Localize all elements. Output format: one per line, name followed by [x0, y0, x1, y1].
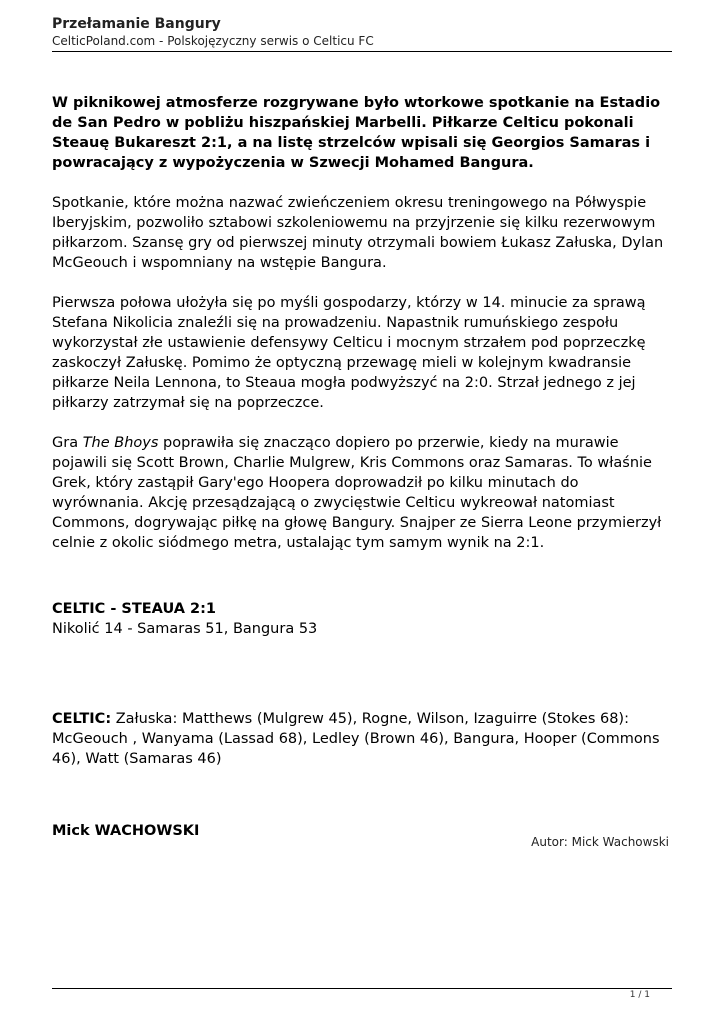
article-body	[52, 93, 672, 841]
footer-divider	[52, 988, 672, 989]
page-header	[52, 16, 672, 49]
author-signature: Mick WACHOWSKI	[52, 823, 200, 839]
site-subtitle: CelticPoland.com - Polskojęzyczny serwis o Celticu FC	[52, 34, 374, 48]
paragraph-3-start: Gra	[52, 435, 83, 451]
lineup	[52, 709, 672, 769]
header-divider	[52, 51, 672, 52]
paragraph-2: Pierwsza połowa ułożyła się po myśli gospodarzy, którzy w 14. minucie za sprawą Stefana Nikolicia znaleźli się na prowadzeniu. Napastnik rumuńskiego zespołu wykorzystał złe ustawienie defensywy Celticu i mocnym strzałem pod poprzeczkę zaskoczył Załuskę. Pomimo że optyczną przewagę mieli w kolejnym kwadransie piłkarze Neila Lennona, to Steaua mogła podwyższyć na 2:0. Strzał jednego z jej piłkarzy zatrzymał się na poprzeczce.	[52, 295, 646, 411]
paragraph-3-rest: poprawiła się znacząco dopiero po przerwie, kiedy na murawie pojawili się Scott Brown, Charlie Mulgrew, Kris Commons oraz Samaras. To właśnie Grek, który zastąpił Gary'ego Hoopera doprowadził po kilku minutach do wyrównania. Akcję przesądzającą o zwycięstwie Celticu wykreował natomiast Commons, dogrywając piłkę na głowę Bangury. Snajper ze Sierra Leone przymierzył celnie z okolic siódmego metra, ustalając tym samym wynik na 2:1.	[52, 435, 662, 551]
article-lead: W piknikowej atmosferze rozgrywane było wtorkowe spotkanie na Estadio de San Pedro w pobliżu hiszpańskiej Marbelli. Piłkarze Celticu pokonali Steauę Bukareszt 2:1, a na listę strzelców wpisali się Georgios Samaras i powracający z wypożyczenia w Szwecji Mohamed Bangura.	[52, 95, 661, 171]
match-result	[52, 599, 672, 639]
article-title: Przełamanie Bangury	[52, 16, 221, 32]
lineup-players: Załuska: Matthews (Mulgrew 45), Rogne, Wilson, Izaguirre (Stokes 68): McGeouch , Wanyama (Lassad 68), Ledley (Brown 46), Bangura, Hooper (Commons 46), Watt (Samaras 46)	[52, 711, 660, 767]
lineup-label: CELTIC:	[52, 711, 112, 727]
author-credit: Autor: Mick Wachowski	[531, 835, 669, 849]
page-number: 1 / 1	[629, 990, 650, 1000]
goal-scorers: Nikolić 14 - Samaras 51, Bangura 53	[52, 621, 318, 637]
team-nickname: The Bhoys	[82, 435, 159, 451]
score-title: CELTIC - STEAUA 2:1	[52, 601, 217, 617]
paragraph-3	[52, 433, 672, 553]
paragraph-1: Spotkanie, które można nazwać zwieńczeniem okresu treningowego na Półwyspie Iberyjskim, pozwoliło sztabowi szkoleniowemu na przyjrzenie się kilku rezerwowym piłkarzom. Szansę gry od pierwszej minuty otrzymali bowiem Łukasz Załuska, Dylan McGeouch i wspomniany na wstępie Bangura.	[52, 195, 664, 271]
